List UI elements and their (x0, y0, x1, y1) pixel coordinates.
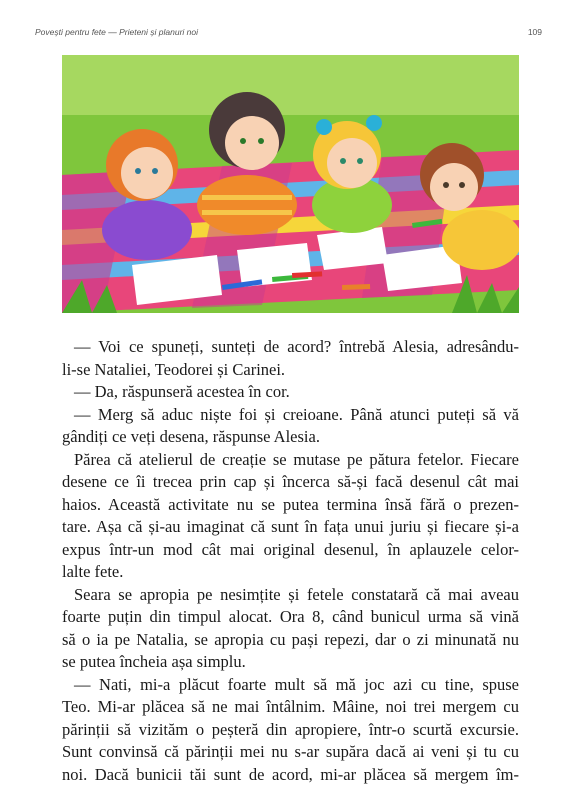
text-line: să o ia pe Natalia, se apropia cu pași repezi, dar o zi minunată nu (62, 629, 519, 649)
text-line: Părea că atelierul de creație se mutase pe pătura fetelor. Fiecare (74, 449, 519, 469)
story-text (62, 336, 519, 786)
text-line: expus într-un mod cât mai original desenul, în aplauzele celor- (62, 539, 519, 559)
page-number: 109 (527, 27, 542, 37)
text-line: Sunt convinsă că părinții mei nu s-ar supăra dacă ai veni și tu cu (62, 742, 519, 761)
text-line: tare. Așa că și-au imaginat că sunt în fața unui juriu și fiecare și-a (62, 517, 519, 536)
text-line: — Da, răspunseră acestea în cor. (74, 382, 290, 401)
text-line: gândiți ce veți desena, răspunse Alesia. (62, 427, 320, 446)
text-line: li-se Nataliei, Teodorei și Carinei. (62, 359, 286, 379)
running-head: Povești pentru fete — Prieteni și planuri noi (35, 27, 199, 37)
text-line: — Voi ce spuneți, sunteți de acord? întrebă Alesia, adresându- (74, 337, 519, 356)
text-line: părinții să vizităm o peșteră din apropiere, într-o scurtă excursie. (62, 719, 519, 739)
text-line: Seara se apropia pe nesimțite și fetele constatară că mai aveau (74, 584, 519, 604)
text-line: — Merg să aduc niște foi și creioane. Până atunci puteți să vă (74, 404, 519, 424)
text-line: noi. Dacă bunicii tăi sunt de acord, mi-ar plăcea să mergem îm- (62, 764, 519, 784)
text-line: haios. Această activitate nu se putea termina însă fără o prezen- (62, 494, 519, 514)
text-line: — Nati, mi-a plăcut foarte mult să mă joc azi cu tine, spuse (74, 674, 519, 694)
text-line: desene ce îi trecea prin cap și încerca să-și facă desenul cât mai (62, 472, 519, 491)
illustration-svg (62, 55, 519, 313)
text-line: foarte puțin din timpul alocat. Ora 8, când bunicul urma să vină (62, 607, 519, 626)
text-line: se putea încheia așa simplu. (62, 652, 246, 671)
text-line: Teo. Mi-ar plăcea să ne mai întâlnim. Mâine, noi trei mergem cu (62, 697, 519, 716)
girls-drawing-on-blanket-illustration (62, 55, 519, 313)
text-line: lalte fete. (62, 562, 124, 581)
